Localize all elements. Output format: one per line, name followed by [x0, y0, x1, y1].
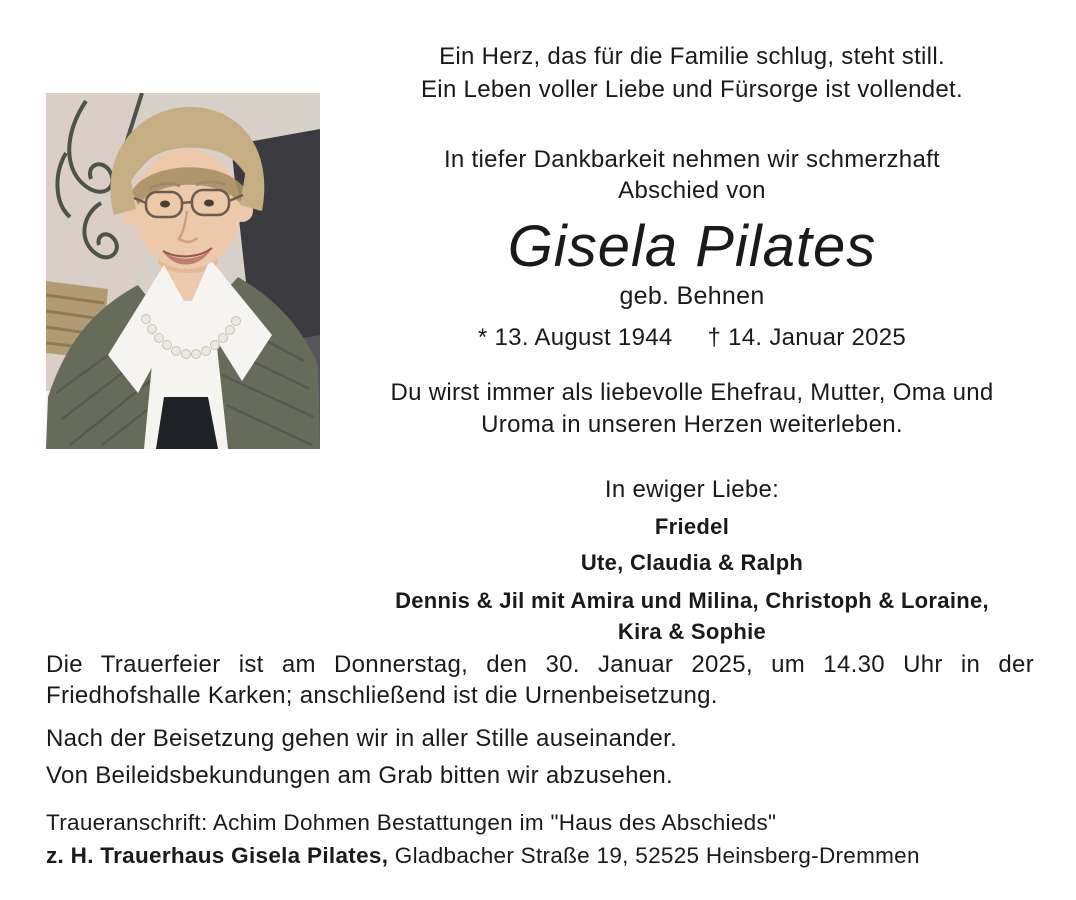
mourner-line: Ute, Claudia & Ralph: [580, 550, 804, 575]
birth-date: * 13. August 1944: [477, 324, 673, 351]
tribute-line-2: Uroma in unseren Herzen weiterleben.: [481, 411, 903, 438]
epigraph-line-2: Ein Leben voller Liebe und Fürsorge ist vollendet.: [421, 76, 963, 103]
mourner-line: Friedel: [654, 514, 730, 539]
intro-block: [342, 144, 1042, 206]
deceased-name: Gisela Pilates: [507, 214, 877, 279]
notice-column: [342, 40, 1042, 647]
portrait-photo: [46, 93, 320, 449]
funeral-info-section: [46, 649, 1034, 871]
mourning-address-recipient: z. H. Trauerhaus Gisela Pilates,: [46, 843, 389, 868]
intro-line-2: Abschied von: [618, 177, 766, 204]
mourning-address: [46, 841, 1034, 871]
death-date: † 14. Januar 2025: [707, 324, 907, 351]
funeral-details: Die Trauerfeier ist am Donnerstag, den 30. Januar 2025, um 14.30 Uhr in der Friedhofshalle Karken; anschließend ist die Urnenbeisetzung.: [46, 651, 1034, 709]
maiden-name: geb. Behnen: [619, 282, 765, 310]
mourning-address-street: Gladbacher Straße 19, 52525 Heinsberg-Dremmen: [388, 843, 920, 868]
life-dates: [342, 323, 1042, 353]
epigraph-line-1: Ein Herz, das für die Familie schlug, steht still.: [439, 43, 945, 70]
mourner-line: Dennis & Jil mit Amira und Milina, Christoph & Loraine,: [395, 588, 989, 613]
tribute-line-1: Du wirst immer als liebevolle Ehefrau, Mutter, Oma und: [390, 379, 994, 406]
tribute-block: [342, 377, 1042, 441]
mourner-line: Kira & Sophie: [617, 619, 767, 644]
mourning-address-label: Traueranschrift: Achim Dohmen Bestattungen im "Haus des Abschieds": [46, 810, 777, 835]
stillness-note: Nach der Beisetzung gehen wir in aller Stille auseinander.: [46, 725, 678, 752]
portrait-photo-graphic: [46, 93, 320, 449]
farewell-heading: In ewiger Liebe:: [604, 476, 780, 503]
intro-line-1: In tiefer Dankbarkeit nehmen wir schmerzhaft: [443, 146, 941, 173]
condolence-note: Von Beileidsbekundungen am Grab bitten wir abzusehen.: [46, 762, 673, 789]
